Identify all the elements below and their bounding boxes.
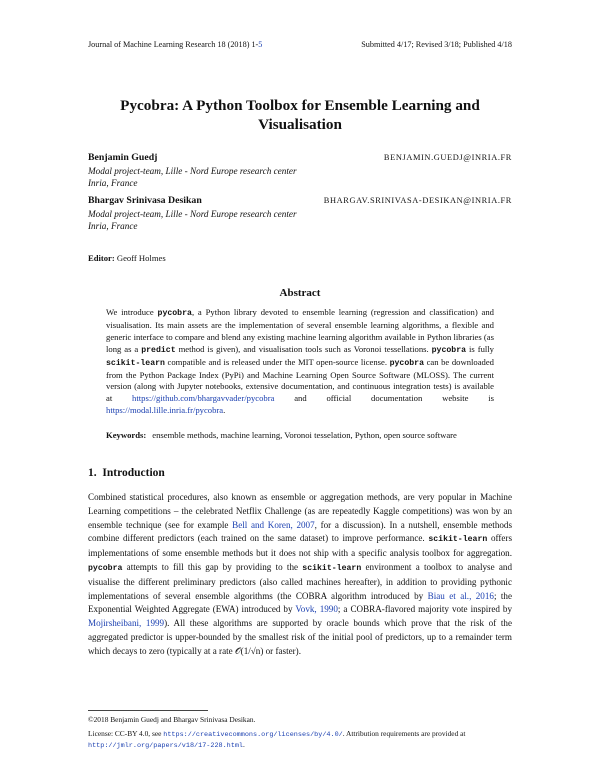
footnote-rule: [88, 710, 208, 711]
github-link[interactable]: https://github.com/bhargavvader/pycobra: [132, 393, 275, 404]
author-affiliation: Modal project-team, Lille - Nord Europe research center: [88, 165, 297, 176]
keywords: [106, 430, 494, 442]
citation-mojirsheibani[interactable]: Mojirsheibani, 1999: [88, 618, 165, 629]
author-name: Benjamin Guedj: [88, 152, 158, 163]
section-heading-introduction: 1. Introduction: [88, 467, 165, 479]
copyright-notice: ©2018 Benjamin Guedj and Bhargav Srinivasa Desikan.: [88, 715, 256, 724]
abstract-text: We introduce pycobra, a Python library devoted to ensemble learning (regression and classification) and visualisation. Its main assets are the implementation of several ensemble learning algorithms, a flexible and generic interface to compare and blend any existing machine learning algorithm available in Python libraries (as long as a predict method is given), and visualisation tools such as Voronoi tessellations. pycobra is fully scikit-learn compatible and is released under the MIT open-source license. pycobra can be downloaded from the Python Package Index (PyPi) and Machine Learning Open Source Software (MLOSS). The current version (along with Jupyter notebooks, extensive documentation, and continuous integration tests) is available at https://github.com/bhargavvader/pycobra and official documentation website is https://modal.lille.inria.fr/pycobra.: [106, 307, 494, 416]
submission-dates: Submitted 4/17; Revised 3/18; Published 4/18: [361, 40, 512, 49]
license-link[interactable]: https://creativecommons.org/licenses/by/4.0/: [163, 731, 343, 739]
author-affiliation-country: Inria, France: [88, 221, 138, 231]
title-line-2: Visualisation: [258, 116, 342, 133]
running-header: [88, 40, 512, 49]
attribution-link[interactable]: http://jmlr.org/papers/v18/17-228.html: [88, 742, 243, 750]
citation-vovk[interactable]: Vovk, 1990: [295, 604, 338, 615]
code-scikit-learn: scikit-learn: [302, 563, 362, 573]
documentation-link[interactable]: https://modal.lille.inria.fr/pycobra: [106, 405, 224, 416]
license-notice: License: CC-BY 4.0, see https://creativecommons.org/licenses/by/4.0/. Attribution requirements are provided at http://jmlr.org/papers/v18/17-228.html.: [88, 729, 466, 750]
code-pycobra: pycobra: [157, 309, 192, 318]
keywords-label: Keywords:: [106, 430, 147, 440]
author-email: BHARGAV.SRINIVASA-DESIKAN@INRIA.FR: [323, 196, 512, 205]
paper-title: [88, 96, 512, 134]
introduction-paragraph: Combined statistical procedures, also known as ensemble or aggregation methods, are very popular in Machine Learning competitions – the celebrated Netflix Challenge (as are repeatedly Kaggle competitions) was won by an ensemble technique (see for example Bell and Koren, 2007, for a discussion). In a nutshell, ensemble methods combine different predictors (each trained on the same dataset) to improve performance. scikit-learn offers implementations of some ensemble methods but it does not ship with a specific analysis toolbox for aggregation. pycobra attempts to fill this gap by providing to the scikit-learn environment a toolbox to analyse and visualise the different preliminary predictors (also called machines hereafter), in addition to providing pythonic implementations of several ensemble algorithms (the COBRA algorithm introduced by Biau et al., 2016; the Exponential Weighted Aggregate (EWA) introduced by Vovk, 1990; a COBRA-flavored majority vote inspired by Mojirsheibani, 1999). All these algorithms are supported by oracle bounds which prove that the risk of the aggregated predictor is upper-bounded by the smallest risk of the initial pool of predictors, up to a remainder term which decays to zero (typically at a rate 𝒪(1/√n) or faster).: [88, 492, 513, 656]
title-line-1: Pycobra: A Python Toolbox for Ensemble Learning and: [120, 97, 480, 114]
code-pycobra: pycobra: [88, 563, 123, 573]
code-scikit-learn: scikit-learn: [428, 535, 488, 545]
editor-line: [88, 253, 166, 263]
citation-biau[interactable]: Biau et al., 2016: [427, 590, 494, 601]
author-block-2: [88, 195, 512, 233]
editor-name: Geoff Holmes: [116, 253, 166, 263]
rate-formula: 𝒪(1/√n): [234, 645, 264, 656]
code-scikit-learn: scikit-learn: [106, 358, 165, 368]
author-email: BENJAMIN.GUEDJ@INRIA.FR: [383, 153, 512, 162]
code-predict: predict: [141, 345, 176, 355]
editor-label: Editor:: [88, 253, 115, 263]
citation-bell-koren[interactable]: Bell and Koren, 2007: [232, 519, 315, 530]
author-affiliation: Modal project-team, Lille - Nord Europe research center: [88, 208, 297, 219]
code-pycobra: pycobra: [431, 345, 467, 355]
author-block-1: [88, 152, 512, 190]
author-affiliation-country: Inria, France: [88, 178, 138, 188]
code-pycobra: pycobra: [389, 358, 424, 368]
author-name: Bhargav Srinivasa Desikan: [88, 195, 202, 206]
journal-reference: Journal of Machine Learning Research 18 (2018) 1-5: [88, 40, 263, 49]
keywords-text: ensemble methods, machine learning, Voronoi tesselation, Python, open source software: [152, 430, 457, 440]
page-range-link[interactable]: 5: [258, 40, 263, 49]
abstract-heading: Abstract: [279, 287, 321, 299]
